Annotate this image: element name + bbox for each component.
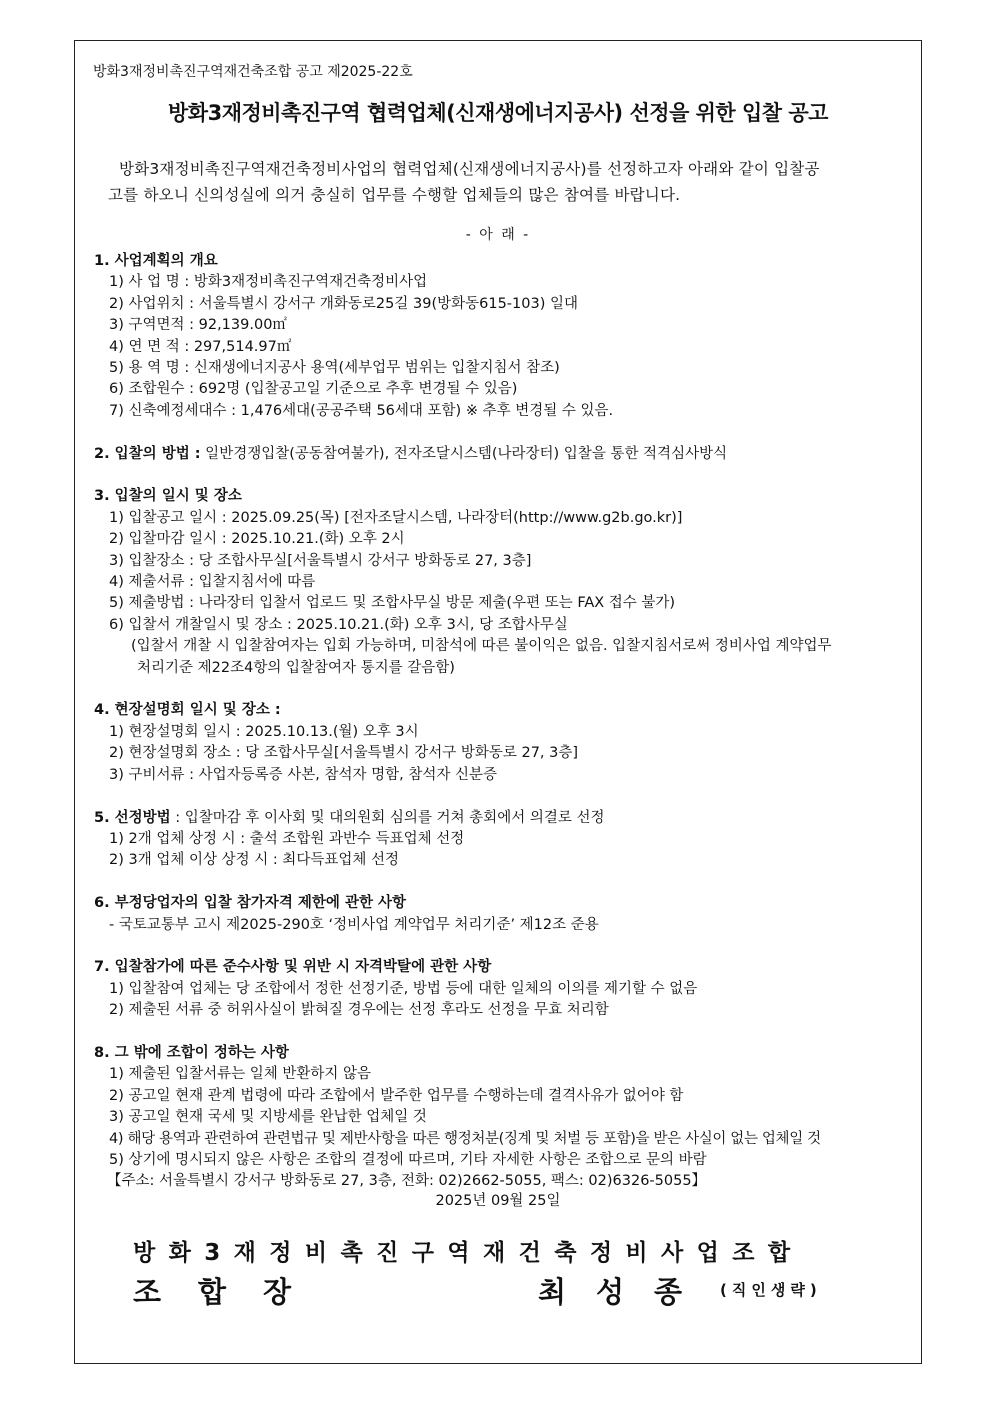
notice-body (94, 251, 924, 1214)
page-title: 방화3재정비촉진구역 협력업체(신재생에너지공사) 선정을 위한 입찰 공고 (168, 101, 828, 125)
section-heading: 2. 입찰의 방법 : (94, 445, 201, 462)
section-8 (94, 1043, 924, 1193)
section-heading: 5. 선정방법 (94, 809, 171, 826)
organization-name: 방화3재정비촉진구역재건축정비사업조합 (133, 1240, 804, 1266)
list-item: 4) 연 면 적 : 297,514.97㎡ (109, 338, 292, 355)
list-item: 4) 해당 용역과 관련하여 관련법규 및 제반사항을 따른 행정처분(징계 및 처벌 등 포함)을 받은 사실이 없는 업체일 것 (109, 1130, 821, 1147)
section-text: : 입찰마감 후 이사회 및 대의원회 심의를 거쳐 총회에서 의결로 선정 (170, 809, 605, 826)
section-heading: 1. 사업계획의 개요 (94, 253, 218, 269)
list-item: 2) 제출된 서류 중 허위사실이 밝혀질 경우에는 선정 후라도 선정을 무효 처리함 (109, 1002, 609, 1019)
list-item: 2) 3개 업체 이상 상정 시 : 최다득표업체 선정 (109, 852, 399, 869)
section-text: 일반경쟁입찰(공동참여불가), 전자조달시스템(나라장터) 입찰을 통한 적격심사방식 (200, 445, 728, 462)
section-1 (94, 251, 924, 422)
chief-name: 최성종 (538, 1275, 713, 1309)
intro-line-2: 고를 하오니 신의성실에 의거 충실히 업무를 수행할 업체들의 많은 참여를 바랍니다. (108, 186, 681, 204)
list-item: 2) 입찰마감 일시 : 2025.10.21.(화) 오후 2시 (109, 531, 405, 548)
section-7 (94, 957, 924, 1021)
intro-line-1: 방화3재정비촉진구역재건축정비사업의 협력업체(신재생에너지공사)를 선정하고자 아래와 같이 입찰공 (119, 160, 820, 178)
section-5 (94, 808, 924, 872)
list-item: 1) 2개 업체 상정 시 : 출석 조합원 과반수 득표업체 선정 (109, 830, 465, 847)
list-item: 7) 신축예정세대수 : 1,476세대(공공주택 56세대 포함) ※ 추후 변경될 수 있음. (109, 402, 614, 419)
note-line-1: (입찰서 개찰 시 입찰참여자는 입회 가능하며, 미참석에 따른 불이익은 없음. 입찰지침서로써 정비사업 계약업무 (131, 638, 832, 655)
list-item: 2) 공고일 현재 관계 법령에 따라 조합에서 발주한 업무를 수행하는데 결격사유가 없어야 함 (109, 1087, 684, 1104)
chief-title: 조합장 (133, 1275, 329, 1309)
notice-number: 방화3재정비촉진구역재건축조합 공고 제2025-22호 (93, 64, 413, 80)
list-item: 2) 현장설명회 장소 : 당 조합사무실[서울특별시 강서구 방화동로 27, 3층] (109, 745, 579, 762)
list-item: 4) 제출서류 : 입찰지침서에 따름 (109, 574, 316, 591)
contact-address: 【주소: 서울특별시 강서구 방화동로 27, 3층, 전화: 02)2662-5055, 팩스: 02)6326-5055】 (107, 1173, 707, 1190)
list-item: 5) 상기에 명시되지 않은 사항은 조합의 결정에 따르며, 기타 자세한 사항은 조합으로 문의 바람 (109, 1151, 707, 1168)
notice-date: 2025년 09월 25일 (435, 1193, 561, 1209)
note-line-2: 처리기준 제22조4항의 입찰참여자 통지를 갈음함) (137, 659, 455, 676)
list-item: 3) 공고일 현재 국세 및 지방세를 완납한 업체일 것 (109, 1109, 427, 1126)
section-4 (94, 700, 924, 786)
section-6 (94, 893, 924, 936)
section-heading: 4. 현장설명회 일시 및 장소 : (94, 702, 281, 719)
list-item: 1) 입찰참여 업체는 당 조합에서 정한 선정기준, 방법 등에 대한 일체의 이의를 제기할 수 없음 (109, 980, 698, 997)
list-item: 6) 입찰서 개찰일시 및 장소 : 2025.10.21.(화) 오후 3시, 당 조합사무실 (109, 616, 568, 633)
seal-note: (직인생략) (720, 1281, 822, 1299)
list-item: 2) 사업위치 : 서울특별시 강서구 개화동로25길 39(방화동615-103) 일대 (109, 295, 578, 312)
list-item: 5) 용 역 명 : 신재생에너지공사 용역(세부업무 범위는 입찰지침서 참조) (109, 360, 560, 377)
section-heading-row (94, 444, 924, 465)
section-heading-row (94, 808, 924, 829)
list-item: 3) 입찰장소 : 당 조합사무실[서울특별시 강서구 방화동로 27, 3층] (109, 552, 532, 569)
ahrae-divider: - 아 래 - (465, 227, 531, 243)
notice-frame (74, 40, 922, 1364)
list-item: 6) 조합원수 : 692명 (입찰공고일 기준으로 추후 변경될 수 있음) (109, 381, 518, 398)
list-item: 1) 사 업 명 : 방화3재정비촉진구역재건축정비사업 (109, 274, 428, 291)
list-item: 3) 구역면적 : 92,139.00㎡ (109, 317, 287, 334)
list-item: 3) 구비서류 : 사업자등록증 사본, 참석자 명함, 참석자 신분증 (109, 766, 498, 783)
section-3 (94, 486, 924, 679)
list-item: 5) 제출방법 : 나라장터 입찰서 업로드 및 조합사무실 방문 제출(우편 또는 FAX 접수 불가) (109, 595, 676, 612)
list-item: 1) 입찰공고 일시 : 2025.09.25(목) [전자조달시스템, 나라장터(http://www.g2b.go.kr)] (109, 509, 683, 526)
list-item: 1) 제출된 입찰서류는 일체 반환하지 않음 (109, 1066, 372, 1083)
section-heading: 7. 입찰참가에 따른 준수사항 및 위반 시 자격박탈에 관한 사항 (94, 959, 492, 976)
section-2 (94, 444, 924, 465)
list-item: 1) 현장설명회 일시 : 2025.10.13.(월) 오후 3시 (109, 723, 419, 740)
section-heading: 6. 부정당업자의 입찰 참가자격 제한에 관한 사항 (94, 895, 407, 912)
list-item: - 국토교통부 고시 제2025-290호 ‘정비사업 계약업무 처리기준’ 제12조 준용 (109, 916, 599, 933)
section-heading: 8. 그 밖에 조합이 정하는 사항 (94, 1044, 289, 1061)
section-heading: 3. 입찰의 일시 및 장소 (94, 488, 242, 505)
